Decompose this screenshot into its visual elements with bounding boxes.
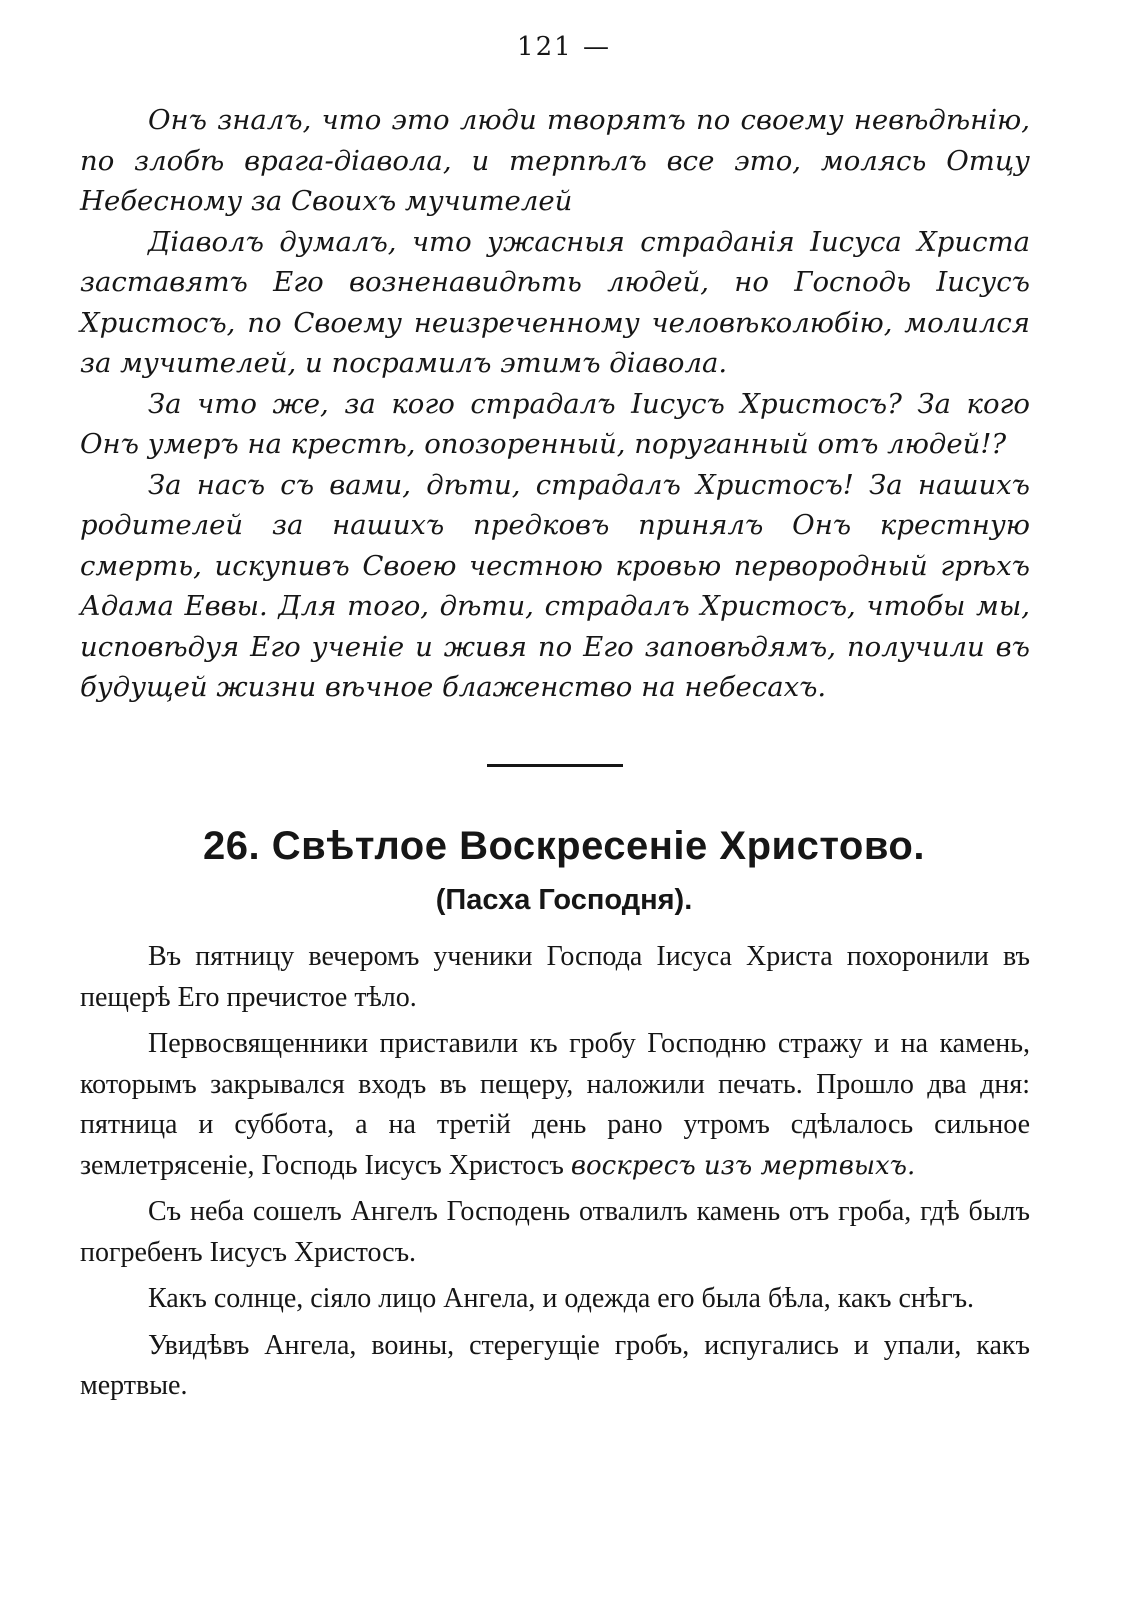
section-divider (487, 764, 623, 767)
body-text-block (80, 937, 1030, 1413)
body-paragraph: Какъ солнце, сіяло лицо Ангела, и одежда его была бѣла, какъ снѣгъ. (148, 1283, 975, 1314)
italic-paragraph: За что же, за кого страдалъ Іисусъ Христосъ? За кого Онъ умеръ на крестѣ, опозоренный, поруганный отъ людей!? (80, 387, 1030, 460)
body-paragraph (80, 1024, 1030, 1186)
body-paragraph: Съ неба сошелъ Ангелъ Господень отвалилъ камень отъ гроба, гдѣ былъ погребенъ Іисусъ Христосъ. (80, 1196, 1030, 1268)
italic-paragraph: За насъ съ вами, дѣти, страдалъ Христосъ! За нашихъ родителей за нашихъ предковъ принялъ Онъ крестную смерть, искупивъ Своею честною кровью первородный грѣхъ Адама Еввы. Для того, дѣти, страдалъ Христосъ, чтобы мы, исповѣдуя Его ученіе и живя по Его заповѣдямъ, получили въ будущей жизни вѣчное блаженство на небесахъ. (80, 468, 1030, 703)
body-paragraph: Въ пятницу вечеромъ ученики Господа Іисуса Христа похоронили въ пещерѣ Его пречистое тѣло. (80, 941, 1030, 1013)
page-number: 121 — (517, 32, 611, 62)
body-text: Первосвященники приставили къ гробу Господню стражу и на камень, которымъ закрывался входъ въ пещеру, наложили печать. Прошло два дня: пятница и суббота, а на третій день рано утромъ сдѣлалось сильное землетрясеніе, Господь Іисусъ Христосъ (80, 1028, 1030, 1181)
body-paragraph: Увидѣвъ Ангела, воины, стерегущіе гробъ, испугались и упали, какъ мертвые. (80, 1329, 1030, 1401)
italic-paragraph: Діаволъ думалъ, что ужасныя страданія Іисуса Христа заставятъ Его возненавидѣть людей, но Господь Іисусъ Христосъ, по Своему неизреченному человѣколюбію, молился за мучителей, и посрамилъ этимъ діавола. (80, 225, 1030, 379)
emphasized-text: воскресъ изъ мертвыхъ. (570, 1150, 916, 1181)
section-subtitle: (Пасха Господня). (435, 884, 693, 916)
italic-text-block (80, 100, 1030, 708)
section-title: 26. Свѣтлое Воскресеніе Христово. (203, 824, 925, 868)
italic-paragraph: Онъ зналъ, что это люди творятъ по своему невѣдѣнію, по злобѣ врага-діавола, и терпѣлъ все это, молясь Отцу Небесному за Своихъ мучителей (80, 104, 1030, 217)
